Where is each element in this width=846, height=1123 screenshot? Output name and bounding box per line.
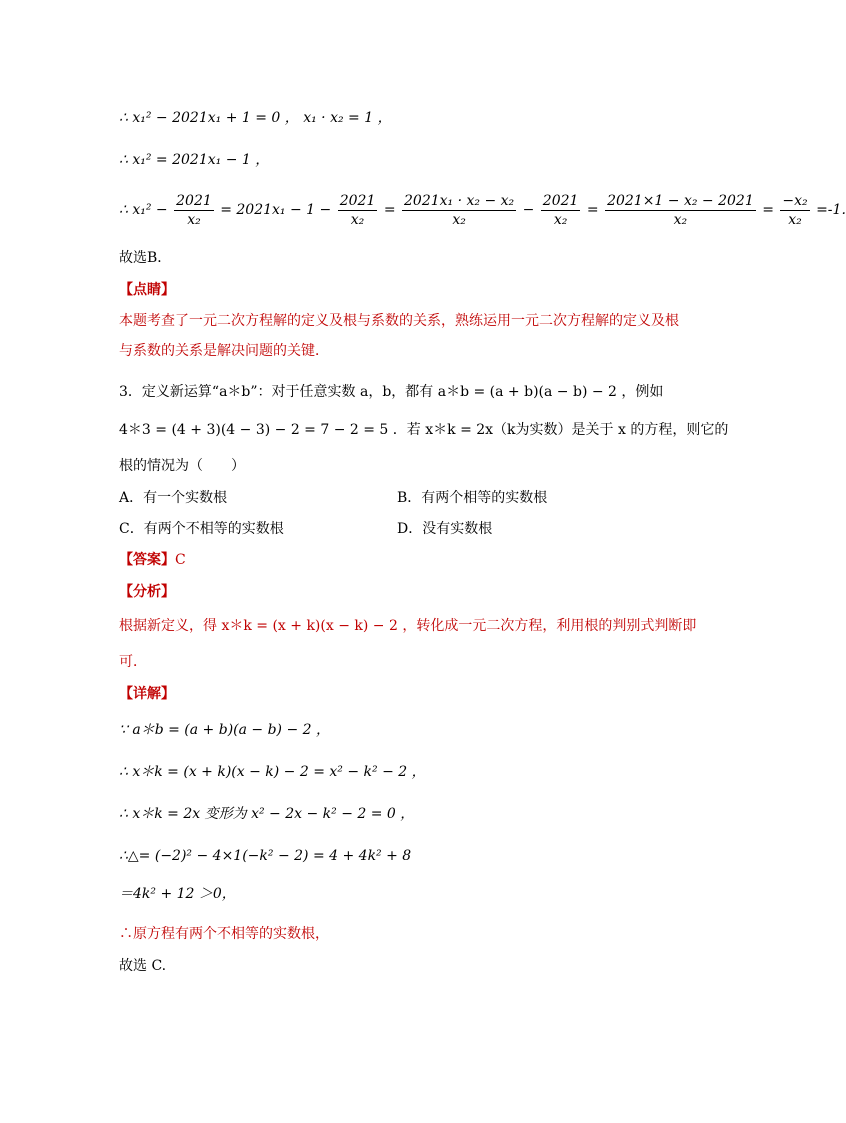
eq3-eq2: = [586, 202, 599, 218]
answer-line [119, 550, 694, 570]
equation-line-2: ∴ x₁² = 2021x₁ − 1 ， [119, 152, 270, 168]
detail-line-5: ＝4k² + 12 ＞0， [119, 886, 236, 902]
eq3-minus: − [522, 202, 535, 218]
detail-line-2: ∴ x＊k = (x + k)(x − k) − 2 = x² − k² − 2 ， [119, 764, 426, 780]
choose-b-line: 故选B． [119, 250, 172, 266]
analysis-heading: 【分析】 [119, 584, 175, 600]
eq3-prefix: ∴ x₁² − [119, 202, 168, 218]
question-line-2: 4＊3 = (4 + 3)(4 − 3) − 2 = 7 − 2 = 5 ．若 x＊k = 2x（k为实数）是关于 x 的方程，则它的 [119, 422, 729, 438]
eq3-eq1: = [383, 202, 396, 218]
comment-text-2: 与系数的关系是解决问题的关键． [119, 343, 329, 359]
fraction-6: $\frac{\text{−x₂}}{\text{x₂}}$ [782, 192, 808, 228]
option-a: A．有一个实数根 [119, 490, 228, 506]
detail-line-4: ∴△= (−2)² − 4×1(−k² − 2) = 4 + 4k² + 8 [119, 848, 412, 864]
answer-label: 【答案】 [119, 552, 175, 568]
option-b: B．有两个相等的实数根 [397, 490, 548, 506]
question-line-1: 3．定义新运算“a＊b”：对于任意实数 a，b，都有 a＊b = (a + b)(a − b) − 2 ，例如 [119, 384, 664, 400]
fraction-1: $\frac{2021}{\text{x₂}}$ [176, 192, 212, 228]
fraction-4: $\frac{2021}{\text{x₂}}$ [542, 192, 579, 228]
equation-line-3 [119, 190, 846, 230]
detail-line-1: ∵ a＊b = (a + b)(a − b) − 2 ， [119, 722, 331, 738]
option-d: D．没有实数根 [397, 521, 493, 537]
eq3-end: =-1. [816, 202, 846, 218]
fraction-3: $\frac{\text{2021x₁ · x₂ − x₂}}{\text{x₂}}$ [404, 192, 515, 228]
question-line-3: 根的情况为（ ） [119, 458, 245, 474]
fraction-5: $\frac{\text{2021×1 − x₂ − 2021}}{\text{x₂}}$ [607, 192, 754, 228]
comment-text-1: 本题考查了一元二次方程解的定义及根与系数的关系，熟练运用一元二次方程解的定义及根 [119, 313, 679, 329]
option-c: C．有两个不相等的实数根 [119, 521, 284, 537]
analysis-text-1: 根据新定义，得 x＊k = (x + k)(x − k) − 2 ，转化成一元二次方程，利用根的判别式判断即 [119, 618, 697, 634]
detail-line-7: 故选 C. [119, 958, 167, 974]
answer-value: C [175, 552, 186, 568]
eq3-mid1: = 2021x₁ − 1 − [220, 202, 332, 218]
eq3-eq3: = [762, 202, 774, 218]
comment-heading: 【点睛】 [119, 282, 175, 298]
detail-line-6: ∴原方程有两个不相等的实数根， [119, 926, 329, 942]
fraction-2: $\frac{2021}{\text{x₂}}$ [339, 192, 376, 228]
detail-line-3: ∴ x＊k = 2x 变形为 x² − 2x − k² − 2 = 0 ， [119, 806, 415, 822]
equation-line-1: ∴ x₁² − 2021x₁ + 1 = 0 ， x₁ · x₂ = 1 ， [119, 110, 392, 126]
detail-heading: 【详解】 [119, 686, 175, 702]
analysis-text-2: 可． [119, 654, 147, 670]
